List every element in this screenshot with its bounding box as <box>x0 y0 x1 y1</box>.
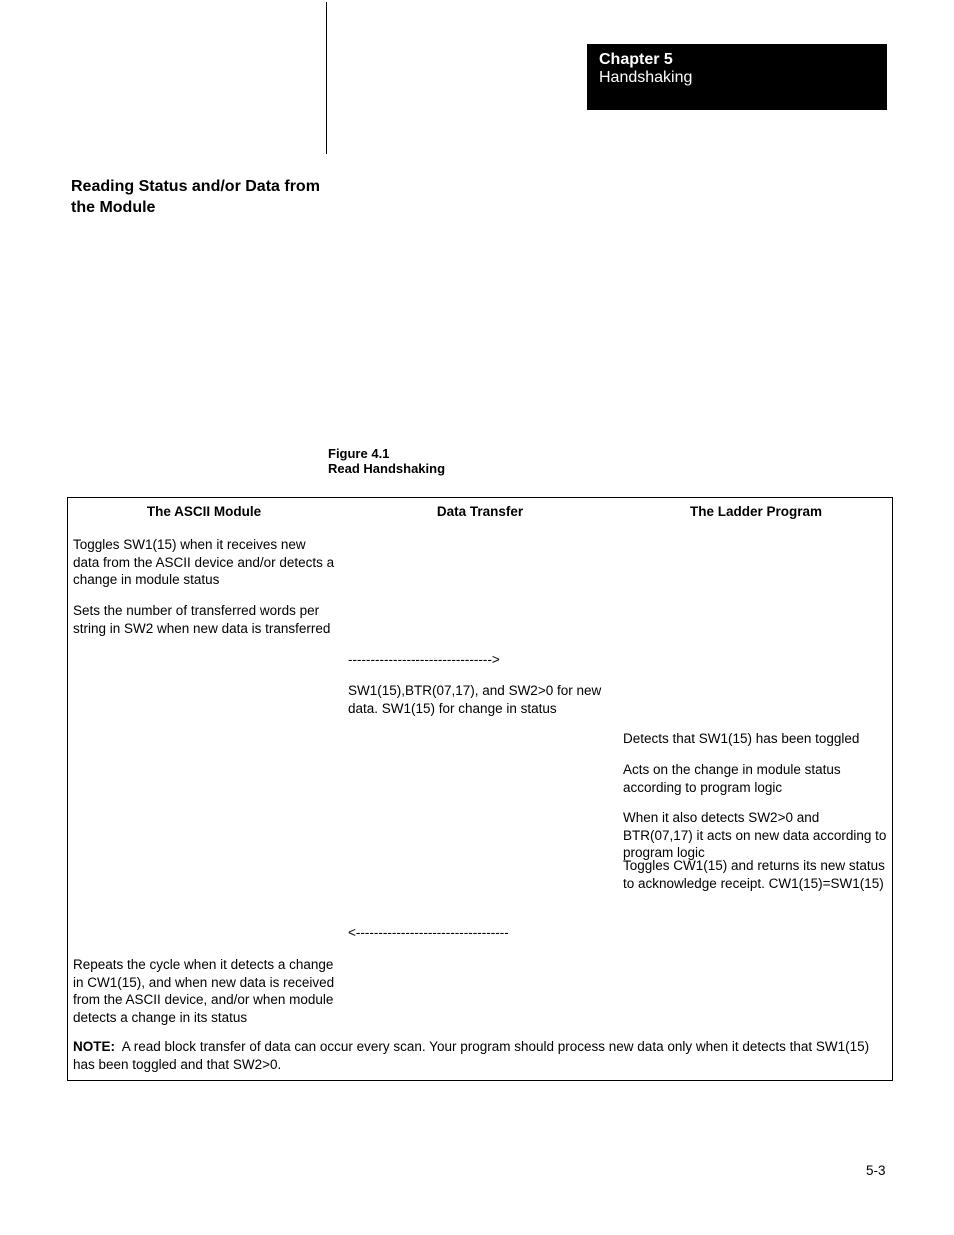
figure-label: Figure 4.1 <box>328 446 390 461</box>
ladder-step: When it also detects SW2>0 and BTR(07,17) it acts on new data according to program logic <box>623 810 887 860</box>
handshake-table <box>67 497 893 1081</box>
transfer-text: SW1(15),BTR(07,17), and SW2>0 for new data. SW1(15) for change in status <box>348 683 602 716</box>
note <box>73 1038 873 1073</box>
ladder-step: Toggles CW1(15) and returns its new status to acknowledge receipt. CW1(15)=SW1(15) <box>623 858 885 891</box>
module-step: Toggles SW1(15) when it receives new data from the ASCII device and/or detects a change in module status <box>73 537 335 587</box>
chapter-title: Handshaking <box>599 69 693 86</box>
header-ladder-program: The Ladder Program <box>689 504 823 519</box>
page-number: 5-3 <box>866 1163 886 1178</box>
vertical-rule <box>326 2 327 154</box>
header-ascii-module: The ASCII Module <box>146 504 262 519</box>
ladder-step: Detects that SW1(15) has been toggled <box>623 731 860 746</box>
header-data-transfer: Data Transfer <box>436 504 524 519</box>
note-label: NOTE: <box>73 1039 115 1054</box>
chapter-tab <box>587 44 887 110</box>
module-step: Sets the number of transferred words per string in SW2 when new data is transferred <box>73 603 331 636</box>
module-repeat: Repeats the cycle when it detects a change in CW1(15), and when new data is received from the ASCII device, and/or when module detects a change in its status <box>73 957 335 1025</box>
section-heading: Reading Status and/or Data from the Module <box>71 178 320 216</box>
note-text: A read block transfer of data can occur every scan. Your program should process new data only when it detects that SW1(15) has been toggled and that SW2>0. <box>73 1039 870 1072</box>
arrow-right: --------------------------------> <box>348 652 500 667</box>
figure-caption <box>328 446 445 476</box>
arrow-left: <---------------------------------- <box>348 925 509 940</box>
figure-title: Read Handshaking <box>328 461 446 476</box>
ladder-step: Acts on the change in module status according to program logic <box>623 762 841 795</box>
chapter-number: Chapter 5 <box>599 51 673 68</box>
